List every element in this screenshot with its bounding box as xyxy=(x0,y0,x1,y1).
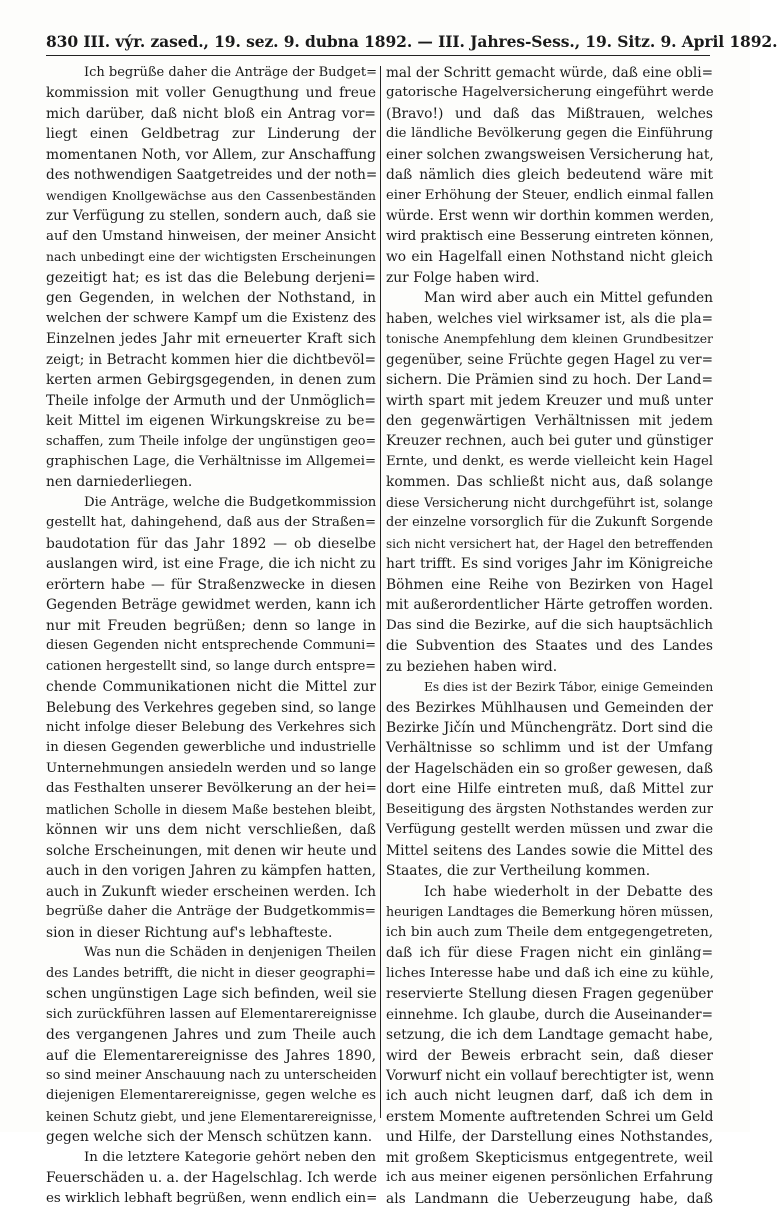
text-line: heurigen Landtages die Bemerkung hören müssen, xyxy=(386,904,714,920)
text-line: setzung, die ich dem Landtage gemacht habe, xyxy=(386,1027,713,1044)
text-line: keit Mittel im eigenen Wirkungskreise zu be= xyxy=(46,412,376,429)
text-line: einnehme. Ich glaube, durch die Auseinander= xyxy=(386,1006,713,1023)
text-line: chende Communikationen nicht die Mittel zur xyxy=(46,679,376,696)
text-line: erörtern habe — für Straßenzwecke in diesen xyxy=(46,576,376,593)
text-line: Das sind die Bezirke, auf die sich hauptsächlich xyxy=(386,617,713,633)
text-line: ich auch nicht leugnen darf, daß ich dem in xyxy=(386,1088,713,1105)
text-line: kommission mit voller Genugthung und freue xyxy=(46,85,376,102)
left-column xyxy=(46,63,378,1206)
text-line: Staates, die zur Vertheilung kommen. xyxy=(386,863,651,880)
text-line: nur mit Freuden begrüßen; denn so lange in xyxy=(46,617,376,634)
text-line: In die letztere Kategorie gehört neben den xyxy=(84,1149,376,1165)
text-line: mit außerordentlicher Härte getroffen worden. xyxy=(386,597,713,614)
text-line: Vorwurf nicht ein vollauf berechtigter ist, wenn xyxy=(386,1067,715,1084)
text-line: wirth spart mit jedem Kreuzer und muß unter xyxy=(386,392,713,409)
text-line: tonische Anempfehlung dem kleinen Grundbesitzer xyxy=(386,331,713,347)
text-line: Es dies ist der Bezirk Tábor, einige Gemeinden xyxy=(424,680,714,695)
text-line: der einzelne vorsorglich für die Zukunft Sorgende xyxy=(386,515,713,531)
text-line: liches Interesse habe und daß ich eine zu kühle, xyxy=(386,965,714,981)
text-line: Feuerschäden u. a. der Hagelschlag. Ich werde xyxy=(46,1170,378,1187)
text-line: auch in Zukunft wieder erscheinen werden. Ich xyxy=(46,883,376,900)
text-line: die ländliche Bevölkerung gegen die Einführung xyxy=(386,126,713,142)
text-line: es wirklich lebhaft begrüßen, wenn endlich ein= xyxy=(46,1190,378,1206)
text-line: die Subvention des Staates und des Landes xyxy=(386,638,713,655)
column-divider xyxy=(380,66,381,1118)
text-line: des nothwendigen Saatgetreides und der noth= xyxy=(46,167,378,184)
text-line: und Hilfe, der Darstellung eines Nothstandes, xyxy=(386,1129,713,1146)
text-line: gegenüber, seine Früchte gegen Hagel zu ver= xyxy=(386,351,713,368)
text-line: gen Gegenden, in welchen der Nothstand, in xyxy=(46,290,376,307)
text-line: nach unbedingt eine der wichtigsten Erscheinungen xyxy=(46,249,376,265)
text-line: Theile infolge der Armuth und der Unmöglich= xyxy=(46,392,376,409)
text-line: solche Erscheinungen, mit denen wir heute und xyxy=(46,842,377,859)
text-line: zur Folge haben wird. xyxy=(386,269,540,286)
text-line: sion in dieser Richtung auf's lebhafteste. xyxy=(46,924,333,941)
text-line: daß nämlich dies gleich bedeutend wäre mit xyxy=(386,167,713,184)
text-line: des vergangenen Jahres und zum Theile auch xyxy=(46,1027,376,1044)
text-line: auf die Elementarereignisse des Jahres 1890, xyxy=(46,1047,376,1064)
page-header: 830 III. výr. zased., 19. sez. 9. dubna 1892. — III. Jahres-Sess., 19. Sitz. 9. April 1892. xyxy=(46,32,777,51)
text-line: gezeitigt hat; es ist das die Belebung derjeni= xyxy=(46,269,376,286)
text-line: Die Anträge, welche die Budgetkommission xyxy=(84,494,377,510)
text-line: in diesen Gegenden gewerbliche und industrielle xyxy=(46,740,376,756)
text-line: des Bezirkes Mühlhausen und Gemeinden der xyxy=(386,699,713,716)
text-line: Ich habe wiederholt in der Debatte des xyxy=(424,883,713,900)
text-line: schaffen, zum Theile infolge der ungünstigen geo= xyxy=(46,433,376,449)
text-line: schen ungünstigen Lage sich befinden, weil sie xyxy=(46,986,377,1003)
text-line: sichern. Die Prämien sind zu hoch. Der Land= xyxy=(386,372,713,389)
text-line: Ich begrüße daher die Anträge der Budget= xyxy=(84,65,377,80)
text-line: Was nun die Schäden in denjenigen Theilen xyxy=(84,945,377,961)
text-line: nicht infolge dieser Belebung des Verkehres sich xyxy=(46,720,376,735)
text-line: auslangen wird, ist eine Frage, die ich nicht zu xyxy=(46,556,376,573)
text-line: einer Erhöhung der Steuer, endlich einmal fallen xyxy=(386,187,714,203)
text-line: Gegenden Beträge gewidmet werden, kann ich xyxy=(46,597,376,614)
text-line: ich bin auch zum Theile dem entgegengetreten, xyxy=(386,924,713,940)
text-line: kerten armen Gebirgsgegenden, in denen zum xyxy=(46,372,376,389)
text-line: keinen Schutz giebt, und jene Elementarereignisse, xyxy=(46,1108,377,1124)
text-line: kommen. Das schließt nicht aus, daß solange xyxy=(386,474,713,491)
text-line: als Landmann die Ueberzeugung habe, daß xyxy=(386,1190,713,1207)
text-line: Unternehmungen ansiedeln werden und so lange xyxy=(46,760,377,776)
text-line: des Landes betrifft, die nicht in dieser geographi= xyxy=(46,965,376,981)
text-line: nen darniederliegen. xyxy=(46,474,193,491)
text-line: welchen der schwere Kampf um die Existenz des xyxy=(46,310,376,326)
text-line: haben, welches viel wirksamer ist, als die pla= xyxy=(386,310,713,327)
text-line: baudotation für das Jahr 1892 — ob dieselbe xyxy=(46,535,376,552)
text-line: begrüße daher die Anträge der Budgetkommis= xyxy=(46,904,376,920)
text-line: Man wird aber auch ein Mittel gefunden xyxy=(424,290,713,307)
text-line: (Bravo!) und daß das Mißtrauen, welches xyxy=(386,105,713,122)
text-line: wendigen Knollgewächse aus den Cassenbeständen xyxy=(46,187,376,203)
text-line: Bezirke Jičín und Münchengrätz. Dort sind die xyxy=(386,720,713,736)
text-line: zur Verfügung zu stellen, sondern auch, daß sie xyxy=(46,208,376,225)
text-line: Einzelnen jedes Jahr mit erneuerter Kraft sich xyxy=(46,331,376,348)
text-line: reservierte Stellung diesen Fragen gegenüber xyxy=(386,986,713,1003)
text-line: diesen Gegenden nicht entsprechende Communi= xyxy=(46,638,376,654)
text-line: gestellt hat, dahingehend, daß aus der Straßen= xyxy=(46,515,376,531)
text-line: das Festhalten unserer Bevölkerung an der hei= xyxy=(46,781,377,797)
text-line: zu beziehen haben wird. xyxy=(386,658,558,675)
text-line: ich aus meiner eigenen persönlichen Erfahrung xyxy=(386,1170,713,1186)
text-line: der Hagelschäden ein so großer gewesen, daß xyxy=(386,760,713,777)
text-line: wird der Beweis erbracht sein, daß dieser xyxy=(386,1047,713,1064)
text-line: Beseitigung des ärgsten Nothstandes werden zur xyxy=(386,801,713,817)
text-line: Verhältnisse so schlimm und ist der Umfang xyxy=(386,740,713,757)
text-line: auch in den vorigen Jahren zu kämpfen hatten, xyxy=(46,863,376,880)
text-line: wo ein Hagelfall einen Nothstand nicht gleich xyxy=(386,249,713,266)
text-line: daß ich für diese Fragen nicht ein ginläng= xyxy=(386,945,713,962)
text-line: gatorische Hagelversicherung eingeführt werde xyxy=(386,85,714,101)
text-line: matlichen Scholle in diesem Maße bestehen bleibt, xyxy=(46,801,376,817)
text-line: Böhmen eine Reihe von Bezirken von Hagel xyxy=(386,576,713,593)
header-rule xyxy=(46,55,710,56)
text-line: gegen welche sich der Mensch schützen kann. xyxy=(46,1129,373,1146)
text-line: sich zurückführen lassen auf Elementarereignisse xyxy=(46,1006,377,1022)
text-line: hart trifft. Es sind voriges Jahr im Königreiche xyxy=(386,556,713,573)
text-line: auf den Umstand hinweisen, der meiner Ansicht xyxy=(46,228,376,244)
text-line: Mittel seitens des Landes sowie die Mittel des xyxy=(386,842,713,859)
text-line: diese Versicherung nicht durchgeführt ist, solange xyxy=(386,494,713,510)
text-line: zeigt; in Betracht kommen hier die dichtbevöl= xyxy=(46,351,376,368)
text-line: liegt einen Geldbetrag zur Linderung der xyxy=(46,126,376,143)
text-line: cationen hergestellt sind, so lange durch entspre= xyxy=(46,658,376,674)
text-line: graphischen Lage, die Verhältnisse im Allgemei= xyxy=(46,453,377,469)
text-line: erstem Momente auftretenden Schrei um Geld xyxy=(386,1108,714,1125)
text-line: mit großem Skepticismus entgegentrete, weil xyxy=(386,1149,713,1166)
text-line: Belebung des Verkehres gegeben sind, so lange xyxy=(46,699,376,716)
text-line: wird praktisch eine Besserung eintreten können, xyxy=(386,228,714,244)
text-line: können wir uns dem nicht verschließen, daß xyxy=(46,822,376,839)
text-line: mich darüber, daß nicht bloß ein Antrag vor= xyxy=(46,105,376,122)
text-line: einer solchen zwangsweisen Versicherung hat, xyxy=(386,146,714,163)
text-line: sich nicht versichert hat, der Hagel den betreffenden xyxy=(386,536,713,551)
text-line: Verfügung gestellt werden müssen und zwar die xyxy=(386,822,713,838)
text-line: den gegenwärtigen Verhältnissen mit jedem xyxy=(386,412,713,429)
text-line: würde. Erst wenn wir dorthin kommen werden, xyxy=(386,208,715,225)
text-line: diejenigen Elementarereignisse, gegen welche es xyxy=(46,1088,376,1104)
right-column xyxy=(386,63,715,1207)
text-line: Kreuzer rechnen, auch bei guter und günstiger xyxy=(386,433,713,450)
text-line: Ernte, und denkt, es werde vielleicht kein Hagel xyxy=(386,453,713,469)
text-line: momentanen Noth, vor Allem, zur Anschaffung xyxy=(46,146,376,163)
text-line: so sind meiner Anschauung nach zu unterscheiden xyxy=(46,1067,377,1083)
text-line: mal der Schritt gemacht würde, daß eine obli= xyxy=(386,65,713,81)
text-line: dort eine Hilfe eintreten muß, daß Mittel zur xyxy=(386,781,713,798)
